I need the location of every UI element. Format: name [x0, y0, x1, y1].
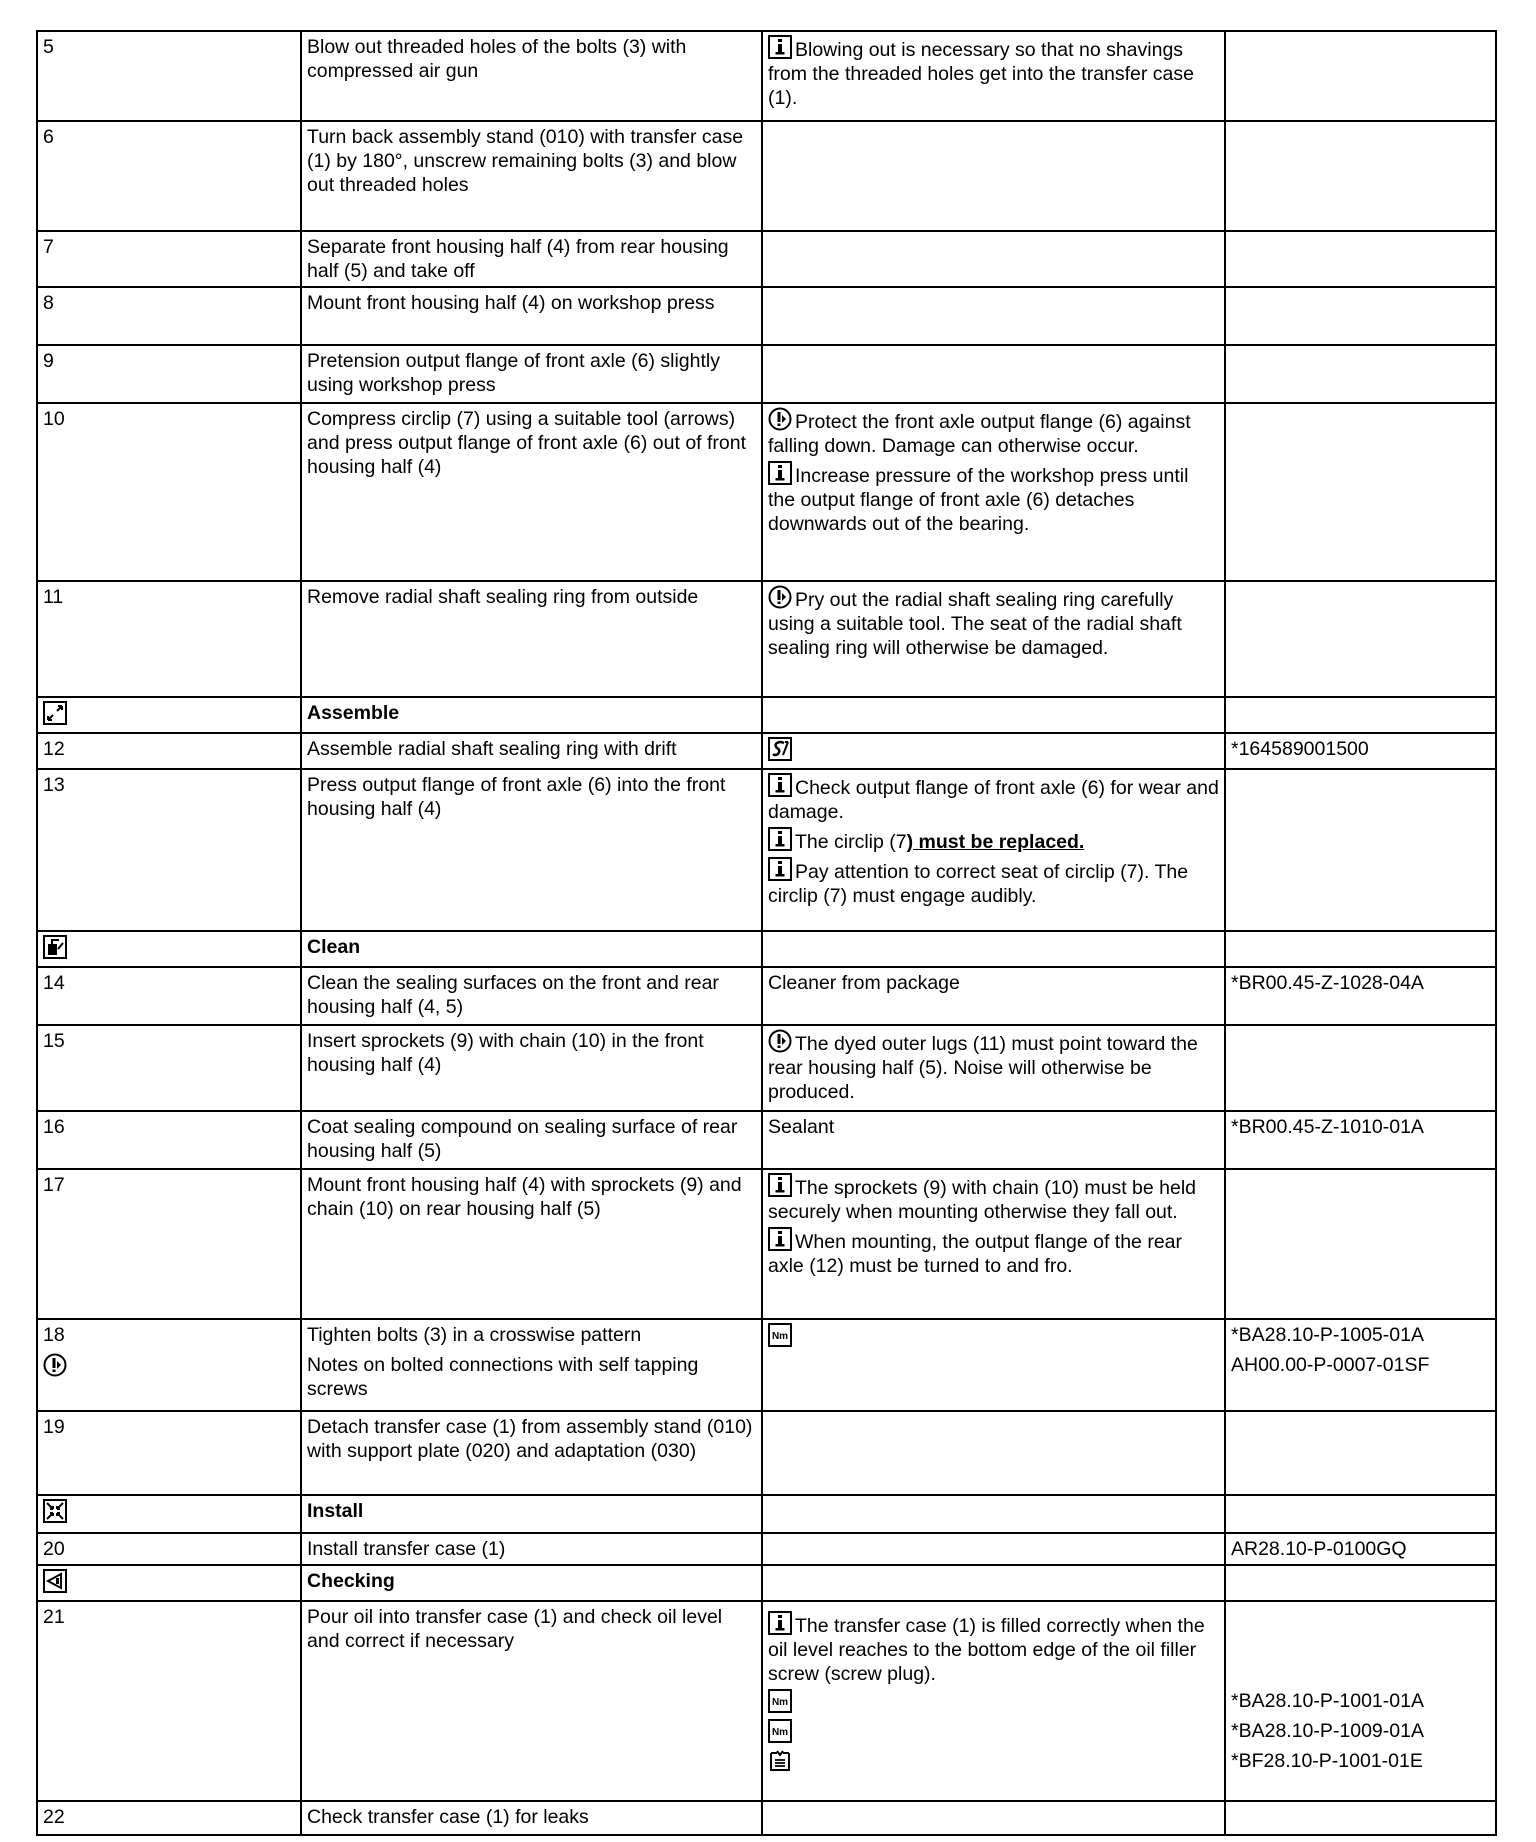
- reference-link[interactable]: *BF28.10-P-1001-01E: [1231, 1750, 1423, 1772]
- step-task: Check transfer case (1) for leaks: [301, 1801, 762, 1835]
- note-text: Blowing out is necessary so that no shavings from the threaded holes get into the transfer case (1).: [768, 39, 1195, 109]
- note-text: The sprockets (9) with chain (10) must be held securely when mounting otherwise they fall out.: [768, 1177, 1197, 1223]
- step-notes: [762, 1565, 1225, 1601]
- reference-link[interactable]: *BA28.10-P-1005-01A: [1231, 1324, 1424, 1346]
- step-number: 12: [37, 733, 301, 769]
- table-row: [37, 1601, 1496, 1801]
- section-row: [37, 697, 1496, 733]
- note-emphasis: ) must be replaced.: [906, 831, 1085, 853]
- step-reference: [1225, 31, 1496, 121]
- table-row: [37, 1533, 1496, 1565]
- section-icon-cell: [37, 1495, 301, 1533]
- special-tool-icon: [768, 737, 792, 761]
- table-row: [37, 769, 1496, 931]
- section-title: Install: [301, 1495, 762, 1533]
- table-row: [37, 1025, 1496, 1111]
- step-task: Compress circlip (7) using a suitable tool (arrows) and press output flange of front axle (6) out of front housing half (4): [301, 403, 762, 581]
- note-text: The dyed outer lugs (11) must point toward the rear housing half (5). Noise will otherwise be produced.: [768, 1033, 1198, 1103]
- info-icon: [768, 1227, 792, 1251]
- step-task: Separate front housing half (4) from rear housing half (5) and take off: [301, 231, 762, 287]
- install-icon: [43, 1499, 67, 1523]
- step-notes: [762, 1169, 1225, 1319]
- note-text: Pay attention to correct seat of circlip (7). The circlip (7) must engage audibly.: [768, 861, 1189, 907]
- step-notes: [762, 769, 1225, 931]
- table-row: [37, 1169, 1496, 1319]
- step-number: 21: [37, 1601, 301, 1801]
- step-task: Mount front housing half (4) with sprockets (9) and chain (10) on rear housing half (5): [301, 1169, 762, 1319]
- clean-icon: [43, 935, 67, 959]
- note-text: Increase pressure of the workshop press until the output flange of front axle (6) detaches downwards out of the bearing.: [768, 465, 1189, 535]
- step-notes: [762, 931, 1225, 967]
- table-row: [37, 1319, 1496, 1411]
- step-task-note: Notes on bolted connections with self tapping screws: [307, 1354, 699, 1400]
- step-reference: *BR00.45-Z-1028-04A: [1225, 967, 1496, 1025]
- step-task: Mount front housing half (4) on workshop press: [301, 287, 762, 345]
- procedure-table: [36, 30, 1497, 1836]
- step-number: 19: [37, 1411, 301, 1495]
- step-notes: [762, 1411, 1225, 1495]
- table-row: [37, 581, 1496, 697]
- step-number: 13: [37, 769, 301, 931]
- checking-icon: [43, 1569, 67, 1593]
- step-task-text: Tighten bolts (3) in a crosswise pattern: [307, 1324, 642, 1346]
- step-reference: [1225, 403, 1496, 581]
- note-text: The transfer case (1) is filled correctly when the oil level reaches to the bottom edge of the oil filler screw (screw plug).: [768, 1615, 1205, 1685]
- step-number: 7: [37, 231, 301, 287]
- step-reference: [1225, 345, 1496, 403]
- step-reference: [1225, 697, 1496, 733]
- step-notes: [762, 1801, 1225, 1835]
- info-icon: [768, 773, 792, 797]
- step-task: Assemble radial shaft sealing ring with drift: [301, 733, 762, 769]
- section-row: [37, 931, 1496, 967]
- step-notes: [762, 1533, 1225, 1565]
- step-reference: [1225, 1169, 1496, 1319]
- step-task: Detach transfer case (1) from assembly stand (010) with support plate (020) and adaptation (030): [301, 1411, 762, 1495]
- caution-icon: [43, 1353, 67, 1377]
- step-task: Clean the sealing surfaces on the front and rear housing half (4, 5): [301, 967, 762, 1025]
- step-number: 8: [37, 287, 301, 345]
- step-notes: [762, 1601, 1225, 1801]
- step-number-text: 18: [43, 1324, 65, 1346]
- step-number: 20: [37, 1533, 301, 1565]
- section-title: Clean: [301, 931, 762, 967]
- step-notes: Cleaner from package: [762, 967, 1225, 1025]
- svg-text:Nm: Nm: [771, 1727, 789, 1738]
- info-icon: [768, 461, 792, 485]
- step-notes: [762, 733, 1225, 769]
- note-text: Pry out the radial shaft sealing ring carefully using a suitable tool. The seat of the radial shaft sealing ring will otherwise be damaged.: [768, 589, 1182, 659]
- step-task: Pretension output flange of front axle (6) slightly using workshop press: [301, 345, 762, 403]
- step-notes: [762, 31, 1225, 121]
- step-number: 14: [37, 967, 301, 1025]
- step-reference: [1225, 769, 1496, 931]
- step-notes: [762, 1025, 1225, 1111]
- info-icon: [768, 1611, 792, 1635]
- step-notes: [762, 345, 1225, 403]
- reference-link[interactable]: *BA28.10-P-1001-01A: [1231, 1690, 1424, 1712]
- table-row: [37, 231, 1496, 287]
- step-number: 6: [37, 121, 301, 231]
- note-text: The circlip (7: [795, 831, 907, 853]
- step-reference: [1225, 1601, 1496, 1801]
- torque-icon: [768, 1323, 792, 1347]
- step-reference[interactable]: AR28.10-P-0100GQ: [1225, 1533, 1496, 1565]
- step-task: Pour oil into transfer case (1) and check oil level and correct if necessary: [301, 1601, 762, 1801]
- section-icon-cell: [37, 697, 301, 733]
- step-reference: [1225, 1801, 1496, 1835]
- table-row: [37, 1411, 1496, 1495]
- section-title: Checking: [301, 1565, 762, 1601]
- svg-text:Nm: Nm: [771, 1697, 789, 1708]
- table-row: [37, 121, 1496, 231]
- step-reference: [1225, 287, 1496, 345]
- step-reference: [1225, 1565, 1496, 1601]
- step-number: 22: [37, 1801, 301, 1835]
- step-reference: [1225, 1319, 1496, 1411]
- step-reference: [1225, 231, 1496, 287]
- step-notes: [762, 121, 1225, 231]
- table-row: [37, 733, 1496, 769]
- info-icon: [768, 827, 792, 851]
- step-reference: [1225, 121, 1496, 231]
- step-reference: [1225, 1411, 1496, 1495]
- step-task: Press output flange of front axle (6) into the front housing half (4): [301, 769, 762, 931]
- step-reference: *BR00.45-Z-1010-01A: [1225, 1111, 1496, 1169]
- step-notes: [762, 581, 1225, 697]
- step-number: 10: [37, 403, 301, 581]
- step-notes: [762, 287, 1225, 345]
- note-text: Check output flange of front axle (6) for wear and damage.: [768, 777, 1219, 823]
- step-reference: *164589001500: [1225, 733, 1496, 769]
- step-number: 9: [37, 345, 301, 403]
- step-reference: [1225, 581, 1496, 697]
- step-number: 17: [37, 1169, 301, 1319]
- step-notes: [762, 697, 1225, 733]
- section-row: [37, 1565, 1496, 1601]
- table-row: [37, 287, 1496, 345]
- step-task: [301, 1319, 762, 1411]
- caution-icon: [768, 585, 792, 609]
- section-title: Assemble: [301, 697, 762, 733]
- step-task: Insert sprockets (9) with chain (10) in the front housing half (4): [301, 1025, 762, 1111]
- step-notes: [762, 1319, 1225, 1411]
- info-icon: [768, 857, 792, 881]
- note-text: When mounting, the output flange of the rear axle (12) must be turned to and fro.: [768, 1231, 1183, 1277]
- step-number: 15: [37, 1025, 301, 1111]
- torque-icon: [768, 1719, 792, 1743]
- step-reference: [1225, 931, 1496, 967]
- step-task: Turn back assembly stand (010) with transfer case (1) by 180°, unscrew remaining bolts (3) and blow out threaded holes: [301, 121, 762, 231]
- step-notes: [762, 403, 1225, 581]
- table-row: [37, 345, 1496, 403]
- step-task: Coat sealing compound on sealing surface of rear housing half (5): [301, 1111, 762, 1169]
- step-task: Install transfer case (1): [301, 1533, 762, 1565]
- section-icon-cell: [37, 1565, 301, 1601]
- table-row: [37, 967, 1496, 1025]
- caution-icon: [768, 1029, 792, 1053]
- step-notes: [762, 1495, 1225, 1533]
- caution-icon: [768, 407, 792, 431]
- svg-text:Nm: Nm: [771, 1331, 789, 1342]
- step-number: 11: [37, 581, 301, 697]
- reference-link[interactable]: AH00.00-P-0007-01SF: [1231, 1354, 1430, 1376]
- step-notes: Sealant: [762, 1111, 1225, 1169]
- table-row: [37, 1801, 1496, 1835]
- info-icon: [768, 1173, 792, 1197]
- table-row: [37, 31, 1496, 121]
- step-number: 16: [37, 1111, 301, 1169]
- torque-icon: [768, 1689, 792, 1713]
- assemble-icon: [43, 701, 67, 725]
- step-reference: [1225, 1495, 1496, 1533]
- oil-capacity-icon: [768, 1749, 792, 1773]
- table-row: [37, 403, 1496, 581]
- step-number: [37, 1319, 301, 1411]
- info-icon: [768, 35, 792, 59]
- section-row: [37, 1495, 1496, 1533]
- step-task: Blow out threaded holes of the bolts (3) with compressed air gun: [301, 31, 762, 121]
- step-notes: [762, 231, 1225, 287]
- table-row: [37, 1111, 1496, 1169]
- step-number: 5: [37, 31, 301, 121]
- step-task: Remove radial shaft sealing ring from outside: [301, 581, 762, 697]
- note-text: Protect the front axle output flange (6) against falling down. Damage can otherwise occur.: [768, 411, 1191, 457]
- step-reference: [1225, 1025, 1496, 1111]
- reference-link[interactable]: *BA28.10-P-1009-01A: [1231, 1720, 1424, 1742]
- section-icon-cell: [37, 931, 301, 967]
